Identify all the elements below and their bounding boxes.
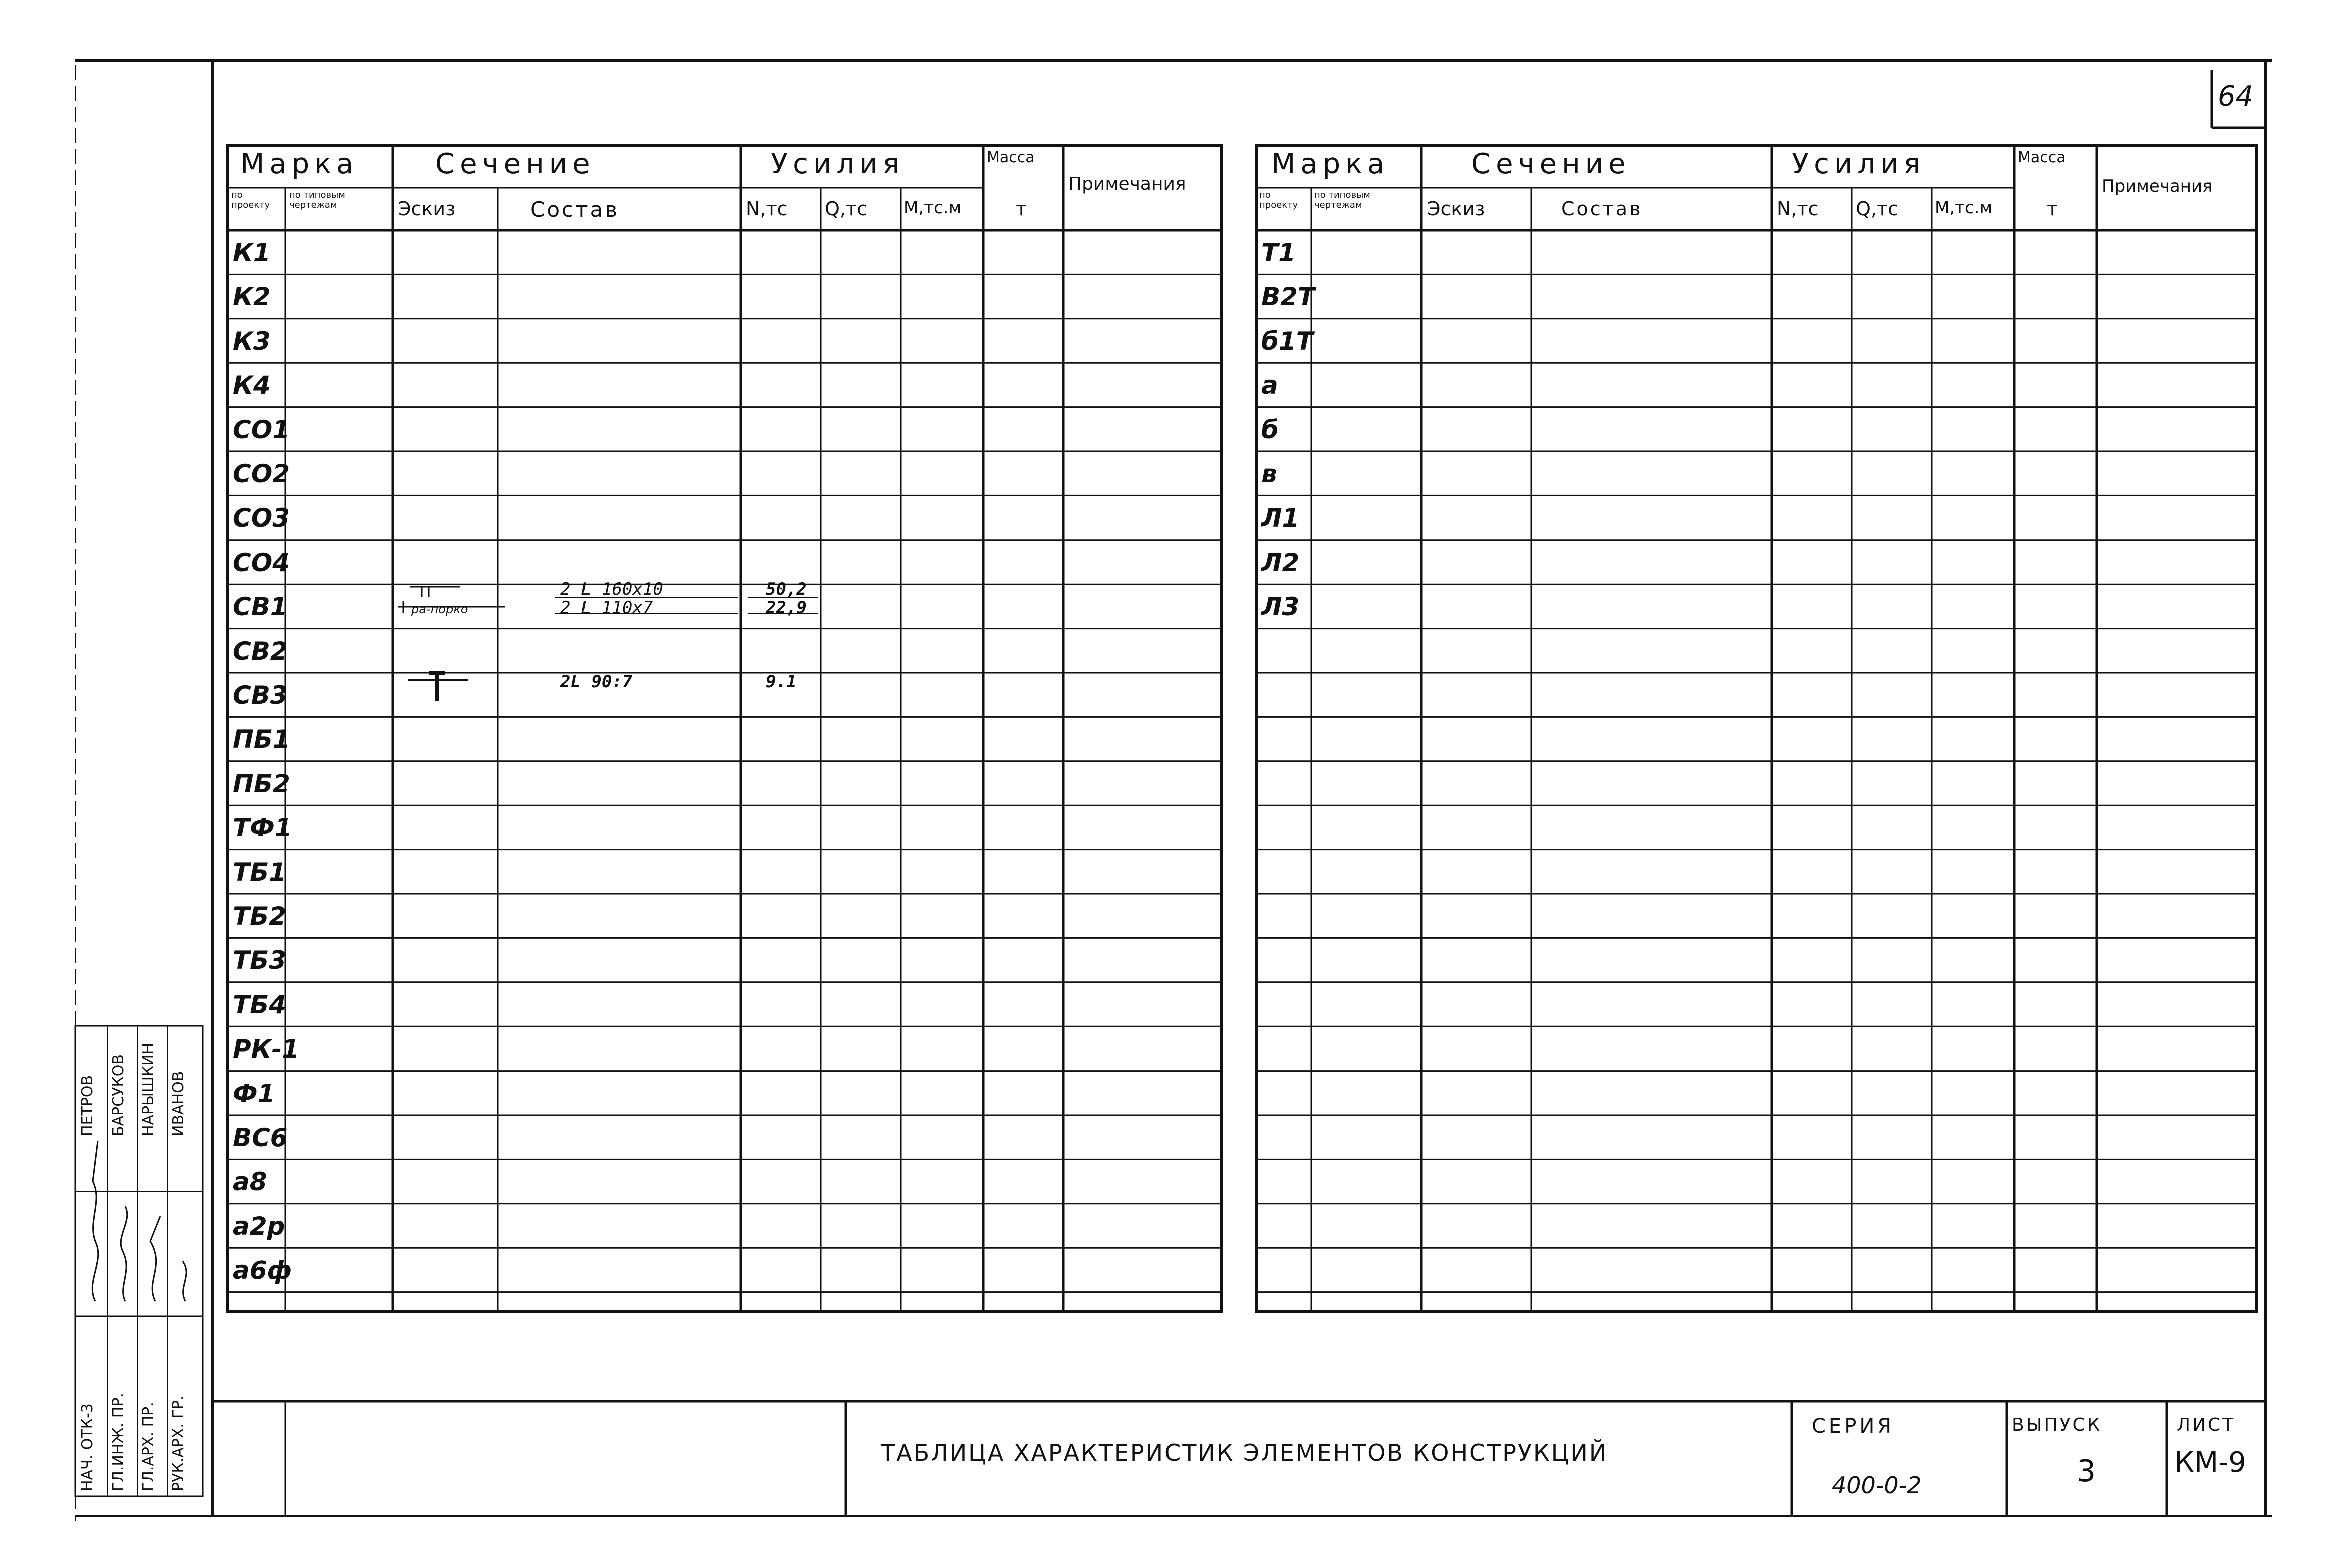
header-po-proektu: по проекту <box>231 190 270 210</box>
left-mark-cell: СО1 <box>233 415 290 444</box>
left-mark-cell: ТФ1 <box>233 813 292 843</box>
left-mark-cell: ПБ1 <box>233 725 290 754</box>
right-mark-cell: б <box>1261 415 1279 444</box>
left-mark-cell: ПБ2 <box>233 769 290 798</box>
header-sechenie: Сечение <box>435 148 595 180</box>
left-mark-cell: Ф1 <box>233 1079 275 1108</box>
stamp-role-2: ГЛ.ИНЖ. ПР. <box>110 1393 127 1491</box>
left-mark-cell: СО3 <box>233 503 290 533</box>
vypusk-value: 3 <box>2077 1454 2096 1489</box>
list-label: ЛИСТ <box>2177 1415 2236 1435</box>
sv3-n: 9.1 <box>766 672 797 692</box>
drawing-title: ТАБЛИЦА ХАРАКТЕРИСТИК ЭЛЕМЕНТОВ КОНСТРУКЦИЙ <box>881 1439 1608 1466</box>
sv1-composition-1: 2 L 160x10 <box>560 579 663 599</box>
header-primechaniya: Примечания <box>1068 174 1186 194</box>
stamp-name-3: НАРЫШКИН <box>140 1042 157 1136</box>
header-sostav: Состав <box>530 197 620 222</box>
header-massa-t-right: т <box>2047 198 2058 220</box>
stamp-role-1: НАЧ. ОТК-3 <box>79 1403 96 1491</box>
right-mark-cell: б1Т <box>1261 326 1313 356</box>
header-q-tc-right: Q,тс <box>1856 198 1899 220</box>
sv1-sketch-note: ра-порко <box>411 602 468 616</box>
left-mark-cell: ТБ3 <box>233 946 287 975</box>
vypusk-label: ВЫПУСК <box>2012 1415 2102 1435</box>
left-mark-cell: а2р <box>233 1211 285 1241</box>
header-sostav-right: Состав <box>1561 198 1643 220</box>
left-mark-cell: К4 <box>233 371 271 400</box>
list-value: КМ-9 <box>2174 1446 2246 1479</box>
header-usiliya-right: Усилия <box>1792 148 1926 180</box>
stamp-name-1: ПЕТРОВ <box>79 1075 96 1136</box>
left-mark-cell: ВС6 <box>233 1123 288 1152</box>
header-po-proektu-right: по проекту <box>1259 190 1298 210</box>
left-mark-cell: ТБ4 <box>233 990 287 1019</box>
header-massa: Масса <box>987 149 1035 166</box>
right-mark-cell: Л1 <box>1261 503 1300 533</box>
header-usiliya: Усилия <box>771 148 905 180</box>
header-marka-right: Марка <box>1271 148 1390 180</box>
left-mark-cell: а6ф <box>233 1256 292 1285</box>
header-n-tc: N,тс <box>746 198 788 220</box>
left-mark-cell: СО2 <box>233 459 290 488</box>
header-eskiz-right: Эскиз <box>1427 198 1485 220</box>
header-po-tipovym-right: по типовым чертежам <box>1314 190 1370 210</box>
sv1-n-1: 50,2 <box>766 579 807 599</box>
left-mark-cell: ТБ1 <box>233 857 287 887</box>
left-mark-cell: К3 <box>233 326 271 356</box>
sv1-n-2: 22,9 <box>766 598 807 618</box>
header-n-tc-right: N,тс <box>1777 198 1819 220</box>
header-eskiz: Эскиз <box>398 198 456 220</box>
left-mark-cell: К2 <box>233 282 271 312</box>
stamp-role-3: ГЛ.АРХ. ПР. <box>140 1402 157 1491</box>
stamp-name-2: БАРСУКОВ <box>110 1054 127 1136</box>
right-mark-cell: а <box>1261 371 1278 400</box>
seriya-label: СЕРИЯ <box>1812 1415 1895 1438</box>
stamp-role-4: РУК.АРХ. ГР. <box>170 1395 187 1491</box>
right-mark-cell: Т1 <box>1261 238 1296 267</box>
left-mark-cell: СВ1 <box>233 592 288 622</box>
seriya-value: 400-0-2 <box>1832 1472 1922 1499</box>
header-massa-t: т <box>1016 198 1027 220</box>
left-mark-cell: а8 <box>233 1167 267 1197</box>
left-mark-cell: СО4 <box>233 548 290 577</box>
page-number: 64 <box>2218 80 2254 113</box>
right-mark-cell: в <box>1261 459 1277 488</box>
header-q-tc: Q,тс <box>825 198 868 220</box>
sv3-composition: 2L 90:7 <box>560 672 633 692</box>
header-primechaniya-right: Примечания <box>2102 176 2213 196</box>
right-mark-cell: В2Т <box>1261 282 1315 312</box>
left-mark-cell: СВ3 <box>233 681 288 710</box>
left-mark-cell: РК-1 <box>233 1034 300 1064</box>
left-mark-cell: СВ2 <box>233 636 288 666</box>
stamp-name-4: ИВАНОВ <box>170 1071 187 1136</box>
header-marka: Марка <box>240 148 359 180</box>
header-m-tcm: M,тс.м <box>904 198 962 218</box>
header-massa-right: Масса <box>2018 149 2066 166</box>
header-po-tipovym: по типовым чертежам <box>289 190 345 210</box>
left-mark-cell: К1 <box>233 238 271 267</box>
right-mark-cell: Л2 <box>1261 548 1300 577</box>
left-mark-cell: ТБ2 <box>233 902 287 931</box>
sv1-composition-2: 2 L 110x7 <box>560 598 653 618</box>
header-sechenie-right: Сечение <box>1471 148 1631 180</box>
header-m-tcm-right: M,тс.м <box>1935 198 1993 218</box>
right-mark-cell: Л3 <box>1261 592 1300 622</box>
